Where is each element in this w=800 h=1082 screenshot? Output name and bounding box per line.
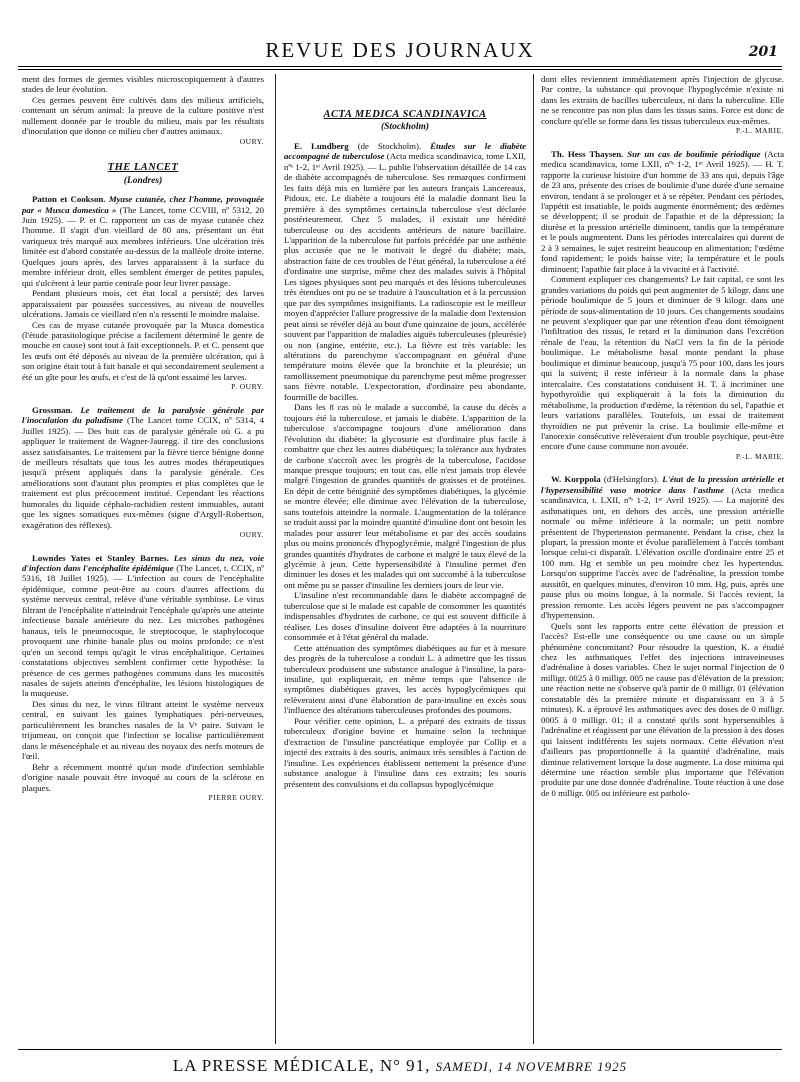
footer-rule — [18, 1049, 782, 1050]
journal-city: (Londres) — [123, 175, 163, 186]
header-rule-thin — [18, 69, 782, 70]
paragraph: Quels sont les rapports entre cette élévation de pression et l'accès? Est-elle une conséquence ou une cause ou un simple phénomène concomitant? Pour résoudre la question, K. a étudié chez les asthmatiques l'effet des injections intraveineuses d'adrénaline à doses variables. Chez le sujet normal l'injection de 0 milligr. 0025 à 0 milligr. 005 ne cause pas d'élévation de la pression; une réaction nette ne s'observe qu'à partir de 0 milligr. 01 (élévation constatable dès la première minute et disparaissant en 3 à 5 minutes). K. a éprouvé les asthmatiques avec des doses de 0 milligr. 0005 à 0 milligr. 01; il a constaté qu'ils sont hypersensibles à l'adrénaline et réagissent par une élévation de la pression à des doses qui laissent indifférents les sujets normaux. Cette élévation n'est d'ailleurs pas proportionnelle à la quantité d'adrénaline, mais diminue relativement lorsque la dose augmente. La dose minima qui détermine une réaction semble plus importante que l'élévation produite par une dose donnée d'adrénaline. Toute réaction à une dose de 0 milligr. 005 ou inférieure est patholo- — [541, 620, 784, 798]
article-body: — H. T. rapporte la curieuse histoire d'un homme de 33 ans qui, depuis l'âge de 23 ans, présente des crises de boulimie d'une durée d'une semaine environ, tendant à se prolonger et à se répéter. Pendant ces périodes, l'appétit est insatiable, le poids augmente énormément; des œdèmes se développent; il se produit de l'apathie et de la dépression; la diurèse et la pression artérielle diminuent, tandis que la température et le pouls augmentent. Dans les périodes intercalaires qui durent de 2 à 3 semaines, le sujet restreint beaucoup en alimentation; l'œdème fond rapidement; le poids baisse vite; la température et le pouls diminuent; l'apathie fait place à la vivacité et à l'activité. — [541, 159, 784, 274]
article-title: Sur un cas de boulimie périodique — [627, 148, 761, 159]
article-abstract — [22, 194, 264, 288]
article-authors: Grossman. — [32, 404, 73, 415]
header-rule — [18, 66, 782, 67]
article-reference: (Acta medica scandinavica, t. LXII, nºˢ 1-2, 1ᵉʳ Avril 1925). — [541, 484, 784, 506]
paragraph: Pendant plusieurs mois, cet état local a persisté; des larves apparaissaient par poussées successives, au niveau de nouvelles ulcérations. Jamais ce vieillard n'en n'a ressenti le moindre malaise. — [22, 288, 264, 320]
paragraph: L'insuline n'est recommandable dans le diabète accompagné de tuberculose que si le malade est capable de consommer les quantités indispensables d'hydrates de carbone, ce qui est souvent difficile à réaliser. Les doses d'insuline doivent être adaptées à la nourriture consommée et à l'état général du malade. — [284, 590, 526, 643]
article-authors: Lowndes Yates et Stanley Barnes. — [32, 552, 169, 563]
journal-section-title: REVUE DES JOURNAUX — [265, 38, 535, 62]
article-body: — Des huit cas de paralysie générale où G. a pu appliquer le traitement de Wagner-Jauregg. il tire des conclusions assez satisfaisantes. Le traitement par la fièvre tierce bénigne donne de meilleurs résultats que tous les autres modes thérapeutiques jusqu'à présent appliqués dans la paralysie générale. Ces améliorations sont d'autant plus promptes et plus complètes que le traitement est plus précocement institué. Cependant les réactions humorales du liquide céphalo-rachidien restent immuables, autant que les signes somatiques eux-mêmes (signe d'Argyll-Robertson, exagération des réflexes). — [22, 425, 264, 530]
paragraph: Cette atténuation des symptômes diabétiques au fur et à mesure des progrès de la tuberculose a conduit L. à admettre que les tissus tuberculeux produisent une substance analogue à l'insuline, la para-insuline, qui expliquerait, en même temps que l'absence de symptômes diabétiques graves, les accès hypoglycémiques qui relèveraient ainsi d'une élaboration de para-insuline en excès sous l'influence des altérations tuberculeuses profondes des poumons. — [284, 642, 526, 716]
article-body: — P. et C. rapportent un cas de myase cutanée chez l'homme. Il s'agit d'un vieillard de 80 ans, présentant un état variqueux très marqué aux membres inférieurs. Une ulcération très limitée est d'abord constatée au-dessus de la malléole droite interne. Quelques jours après, des larves apparaissent à la surface du membre inférieur droit, elles semblent émerger de petites papules, qui s'ulcèrent à leur partie centrale pour leur livrer passage. — [22, 214, 264, 288]
author-signature: P.-L. MARIE. — [735, 126, 784, 136]
paragraph: Ces germes peuvent être cultivés dans des milieux artificiels, contenant un sérum animal: la preuve de la culture positive n'est nullement donnée par le trouble du milieu, mais par les résultats d'inoculation que donne ce milieu cher d'autres animaux. — [22, 94, 264, 137]
article-title: Le traitement de la paralysie générale par l'inoculation du paludisme — [22, 404, 264, 426]
article-body: — La majorité des asthmatiques ont, en dehors des accès, une pression artérielle normale ou même inférieure à la normale; un petit nombre présentent de l'hypertension permanente. Pendant la crise, chez la plupart, la pression monte et évolue parallèlement à l'accès tombant lorsque celui-ci disparaît. L'élévation oscille d'ordinaire entre 25 et 100 mm. Hg et semble un peu moindre chez les hypertendus. Lorsqu'on supprime l'accès avec de l'adrénaline, la pression tombe aussitôt, en quelques minutes, d'environ 10 mm. Hg, puis, après une pause plus ou moins longue, à la normale. Si l'accès revient, la pression remonte. Les accès légers peuvent ne pas s'accompagner d'hypertension. — [541, 495, 784, 621]
page-header — [18, 38, 782, 64]
column-middle — [284, 74, 526, 1044]
paragraph: Ces cas de myase cutanée provoquée par la Musca domestica (l'étude parasitologique précise a facilement déterminé le genre de mouche en cause) sont tout à fait exceptionnels. P. et C. pensent que les œufs ont été déposés au niveau de la première ulcération, qui à son origine était tout à fait banale et qui secondairement seulement a été un gîte pour les œufs, et c'est de là qu'ont essaimé les larves. — [22, 319, 264, 382]
article-reference: (Acta medica scandinavica, tome LXII, nºˢ 1-2, 1ᵉʳ Avril 1925). — [541, 148, 784, 170]
article-abstract — [284, 141, 526, 402]
article-location: (de Stockholm). — [357, 140, 422, 151]
article-reference: (The Lancet tome CCIX, nº 5314, 4 Juillet 1925). — [22, 415, 264, 436]
footer-journal: LA PRESSE MÉDICALE, N° 91, — [172, 1056, 431, 1075]
paragraph: Comment expliquer ces changements? Le fait capital, ce sont les grandes variations du poids qui peut augmenter de 5 kilogr. dans une période boulimique de 5 jours et diminuer de 9 kilogr. dans une période de sous-alimentation de 10 jours. Ces changements soudains ne peuvent s'expliquer que par une rétention d'eau dont témoignent l'infiltration des tissus, le retard et la diminution dans l'excrétion rénale de l'eau, la rétention du NaCl vers la fin de la période boulimique. Le métabolisme basal monte pendant la phase boulimique et diminue beaucoup, jusqu'à 75 pour 100, dans les jours qui la suivent; il reste inférieur à la normale dans la phase intercalaire. Ces constatations conduisent H. T. à incriminer une hypothyroïdie qui expliquerait à la fois la diminution du métabolisme, la production d'œdème, la rétention du sel, l'apathie et leurs variations parallèles. Toutefois, un essai de traitement thyroïdien ne put prévenir la crise. La boulimie elle-même et l'anorexie consécutive relèveraient d'un trouble psychique, peut-être encore d'une cause commune non avouée. — [541, 274, 784, 452]
author-signature: P. OURY. — [231, 382, 264, 392]
article-title: L'état de la pression artérielle et l'hypersensibilité vaso motrice dans l'asthme — [541, 474, 784, 495]
article-authors: E. Lundberg — [294, 140, 349, 151]
article-title: Myase cutanée, chez l'homme, provoquée par « Musca domestica » — [22, 194, 264, 215]
page-footer — [18, 1056, 782, 1076]
article-location: (d'Helsingfors). — [603, 474, 659, 485]
article-authors: Patton et Cookson. — [32, 194, 106, 205]
journal-city: (Stockholm) — [380, 122, 430, 133]
article-body: — L. publie l'observation détaillée de 14 cas de diabète accompagnés de tuberculose. Ses remarques confirment les faits déjà mis en lumière par les auteurs français Lancereaux, Pidoux, etc. Le diabète a toujours été la maladie donnant lieu la première à des symptômes certains,la tuberculose s'est déclarée postérieurement. Chez 5 malades, il existait une hérédité tuberculeuse ou des accidents antérieurs de nature bacillaire. L'apparition de la tuberculose fut parfois précédée par une asthénie plus accusée que ne le motivait le degré du diabète; mais, abstraction faite de ces troubles de l'état général, la tuberculose a été d'ordinaire une surprise, même chez des malades suivis à l'hôpital Les signes physiques sont peu marqués et des lésions tuberculeuses très étendues ont pu ne se traduire à l'auscultation et à la percussion que par des symptômes insignifiants. La radioscopie est le meilleur moyen d'apprécier l'allure progressive de la maladie dont l'extension peut ainsi se révéler déjà au bout d'une quinzaine de jours, accélérée souvent par l'apparition de maladies aiguës tuberculeuses (pleurésie) ou non (angine, entérite, etc.). La fièvre est très variable: les altérations du parenchyme s'accompagnant en général d'une température moins élevée que la bronchite et la pleurésie; un ramollissement pneumonique du parenchyme peut même progresser sans fièvre notable. L'expectoration, d'ordinaire peu abondante, fourmille de bacilles. — [284, 161, 526, 402]
footer-date: SAMEDI, 14 NOVEMBRE 1925 — [435, 1059, 628, 1074]
article-title: Les sinus du nez, voie d'infection dans l'encéphalite épidémique — [22, 552, 264, 574]
paragraph: ment des formes de germes visibles microscopiquement à d'autres stades de leur évolution. — [22, 74, 264, 95]
column-divider — [275, 74, 276, 1044]
article-body: — L'infection au cours de l'encéphalite épidémique, comme peut-être au cours d'autres affections du système nerveux central, relève d'une véritable symbiose. Le virus filtrant de l'encéphalite n'atteindrait l'encéphale qu'après une atteinte infectieuse banale antérieure du nez. Les microbes pathogènes banaux, tels le pneumocoque, le streptocoque, le staphylocoque provoquent une rhinite banale plus ou moins profonde; ce n'est qu'en un second temps qu'agit le virus encéphalitique. Certaines constatations objectives semblent confirmer cette hypothèse: la présence de ces germes pathogènes communs dans les mucosités nasales de sujets atteints d'encéphalite, les lésions histologiques de la muqueuse. — [22, 573, 264, 699]
page-number: 201 — [748, 44, 778, 60]
article-reference: (The Lancet, t. CCIX, nº 5316, 18 Juillet 1925). — [22, 563, 264, 584]
article-authors: Th. Hess Thaysen. — [551, 148, 624, 159]
article-reference: (The Lancet, tome CCVIII, nº 5312, 20 Juin 1925). — [22, 204, 264, 225]
author-signature: P.-L. MARIE. — [735, 451, 784, 461]
paragraph: Pour vérifier cette opinion, L. a préparé des extraits de tissus tuberculeux d'origine bovine et humaine selon la technique d'extraction de l'insuline pancréatique employée par Collip et a injecté des extraits à des souris, animaux très sensibles à l'action de l'insuline. Les expériences établissent nettement la présence d'une substance analogue à l'insuline dans ces extraits; les souris présentent des convulsions et du collapsus hypoglycémique — [284, 715, 526, 789]
paragraph: dont elles reviennent immédiatement après l'injection de glycose. Par contre, la substance qui provoque l'hypoglycémie n'existe ni dans les extraits de bacilles tuberculeux, ni dans la tuberculine. Elle ne se rencontre pas non plus dans les tissus sains. Force est donc de conclure qu'elle se forme dans les tissus tuberculeux eux-mêmes. — [541, 74, 784, 126]
paragraph: Dans les 8 cas où le malade a succombé, la cause du décès a toujours été la tuberculose, et jamais le diabète. L'apparition de la tuberculose s'accompagne toujours d'une amélioration dans l'évolution du diabète: la glycosurie est d'ordinaire plus facile à combattre que chez les autres diabétiques; la tolérance aux hydrates de carbone s'accroît avec les progrès de la tuberculose, l'acidose manque presque toujours; en tout cas, elle n'est jamais trop élevée malgré l'ingestion de grandes quantités de graisses et de protéines. En dépit de cette bénignité des symptômes diabétiques, la glycémie se montre élevée; elle diminue avec l'élévation de la tuberculose, sans toutefois atteindre la normale. L'augmentation de la tolérance se traduit aussi par la moindre quantité d'insuline dont ont besoin les malades pour assurer leur métabolisme et par des accès soudains plus ou moins prononcés d'hypoglycémie, malgré l'ingestion de plus grandes quantités d'hydrates de carbone et malgré le taux élevé de la glycémie à jeun. Cette hypersensibilité à l'insuline permet d'en diminuer les doses et les malades qui ont succombé à la tuberculose ont même pu se passer d'insuline les derniers jours de leur vie. — [284, 402, 526, 590]
article-authors: W. Korppola — [551, 474, 601, 485]
paragraph: Des sinus du nez, le virus filtrant atteint le système nerveux central, en suivant les gaines lymphatiques péri-nerveuses, particulièrement les branches nasales de la Vᵉ paire. Suivant le trijumeau, on conçoit que l'infection se localise particulièrement dans le mésencéphale et au niveau des noyaux des nerfs moteurs de l'œil. — [22, 698, 264, 762]
author-signature: OURY. — [239, 530, 264, 540]
paragraph: Behr a récemment montré qu'un mode d'infection semblable d'origine nasale pouvait être invoqué au cours de la sclérose en plaques. — [22, 761, 264, 793]
article-abstract — [541, 474, 784, 620]
author-signature: OURY. — [239, 136, 264, 146]
column-right — [541, 74, 784, 1044]
journal-heading: THE LANCET — [107, 162, 179, 174]
article-abstract — [541, 149, 784, 274]
article-abstract — [22, 553, 264, 699]
journal-heading: ACTA MEDICA SCANDINAVICA — [323, 109, 487, 120]
author-signature: PIERRE OURY. — [208, 793, 264, 802]
article-title: Études sur le diabète accompagné de tuberculose — [284, 140, 526, 162]
article-reference: (Acta medica scandinavica, tome LXII, nºˢ 1-2, 1ᵉʳ Avril 1925). — [284, 151, 526, 172]
column-left — [22, 74, 264, 1044]
article-abstract — [22, 405, 264, 530]
column-divider — [533, 74, 534, 1044]
